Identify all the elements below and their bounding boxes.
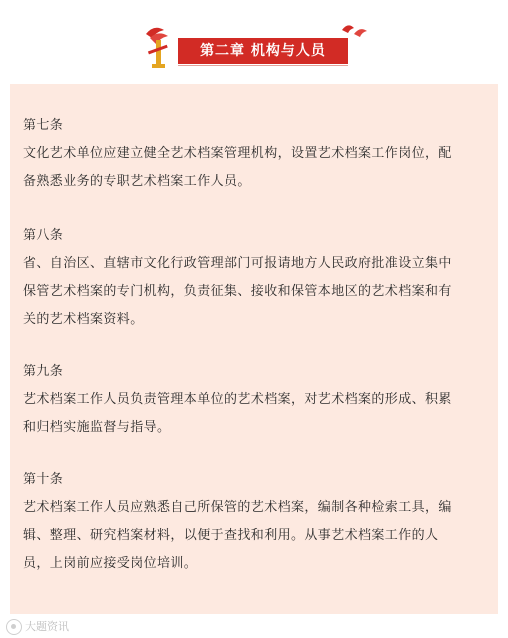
article-line: 文化艺术单位应建立健全艺术档案管理机构，设置艺术档案工作岗位，配 bbox=[23, 146, 452, 161]
article-line: 艺术档案工作人员负责管理本单位的艺术档案，对艺术档案的形成、积累 bbox=[23, 392, 452, 407]
watermark-icon bbox=[6, 619, 22, 635]
article-title: 第八条 bbox=[23, 228, 64, 243]
article-7 bbox=[23, 112, 485, 196]
chapter-title: 第二章 机构与人员 bbox=[178, 38, 348, 64]
article-title: 第九条 bbox=[23, 364, 64, 379]
header-underline bbox=[178, 65, 348, 66]
article-title: 第七条 bbox=[23, 118, 64, 133]
article-line: 员，上岗前应接受岗位培训。 bbox=[23, 556, 198, 571]
article-title: 第十条 bbox=[23, 472, 64, 487]
article-9 bbox=[23, 358, 485, 442]
article-line: 省、自治区、直辖市文化行政管理部门可报请地方人民政府批准设立集中 bbox=[23, 256, 452, 271]
doves-icon bbox=[340, 20, 370, 40]
article-line: 保管艺术档案的专门机构，负责征集、接收和保管本地区的艺术档案和有 bbox=[23, 284, 452, 299]
article-line: 辑、整理、研究档案材料，以便于查找和利用。从事艺术档案工作的人 bbox=[23, 528, 439, 543]
article-8 bbox=[23, 222, 485, 334]
article-line: 艺术档案工作人员应熟悉自己所保管的艺术档案，编制各种检索工具，编 bbox=[23, 500, 452, 515]
article-10 bbox=[23, 466, 485, 578]
article-line: 和归档实施监督与指导。 bbox=[23, 420, 171, 435]
torch-icon bbox=[140, 20, 176, 72]
content-panel bbox=[10, 84, 498, 614]
watermark bbox=[6, 619, 69, 635]
article-line: 备熟悉业务的专职艺术档案工作人员。 bbox=[23, 174, 251, 189]
watermark-text: 大题资讯 bbox=[25, 620, 69, 633]
chapter-header bbox=[0, 20, 508, 70]
article-line: 关的艺术档案资料。 bbox=[23, 312, 144, 327]
